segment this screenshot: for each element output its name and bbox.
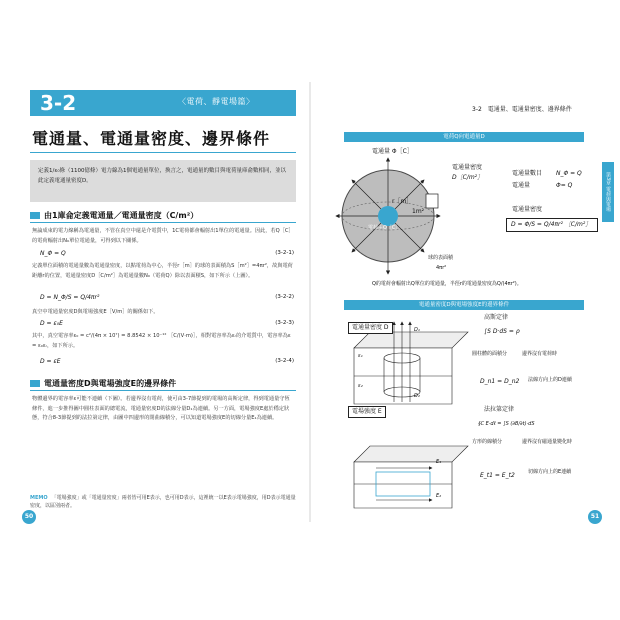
d1-label: D₁ xyxy=(414,327,420,333)
sphere-area-label: 球的表面積 xyxy=(428,255,454,261)
memo xyxy=(30,494,296,510)
section1-paragraph-2: 定義單位面積的電通量數為電通量密度，以點電荷為中心，半徑r［m］的球的表面積為S［m²］=4πr²，故與電荷距離r的位置，電通量密度D［C/m²］為電通量數N₀（電荷Q）除以表面積S，如下所示（上圖）。 xyxy=(32,263,293,279)
density-head: 電通量密度 xyxy=(512,206,543,213)
section-bullet-icon xyxy=(30,380,40,387)
intro-box: 定義1/ε₀條（1100億條）電力線為1個電通量單位，換言之，電通量的數目與電荷量庫侖數相同，並以此定義電通量密度D。 xyxy=(30,160,296,202)
equation-3-2-3 xyxy=(40,320,294,327)
right-page xyxy=(312,82,612,522)
equation-3-2-4 xyxy=(40,358,294,365)
section1-heading xyxy=(30,210,198,221)
side-chapter-tab: 第3章 電荷與電場 xyxy=(602,162,614,222)
epsilon2-label: ε₂ xyxy=(358,383,363,389)
d-continuity-equation: D_n1 = D_n2 xyxy=(480,378,520,385)
e1-label: E₁ xyxy=(436,459,442,465)
d-continuity-note: 法線方向上的D連續 xyxy=(528,377,572,383)
page-number-left: 50 xyxy=(22,510,36,524)
equation-number: (3-2-3) xyxy=(275,320,294,326)
e-continuity-equation: E_t1 = E_t2 xyxy=(480,472,515,479)
equation-3-2-1 xyxy=(40,250,294,257)
page-number-right: 51 xyxy=(588,510,602,524)
equation-number: (3-2-4) xyxy=(275,358,294,364)
flux-label-2: 電通量 xyxy=(512,182,531,189)
e2-label: E₂ xyxy=(436,493,442,499)
unit-area-patch xyxy=(426,194,438,208)
diagram1-title-bar: 電荷Q向電通量D xyxy=(344,132,584,142)
density-label: 電通量密度 xyxy=(452,164,483,171)
equation-text: D = εE xyxy=(40,358,61,365)
flux-label: 電通量 Φ［C］ xyxy=(372,148,413,155)
count-label: 電通量數目 xyxy=(512,170,543,177)
radius-label: r［m］ xyxy=(392,198,413,205)
cylinder-note: 圓柱體的面積分 xyxy=(472,351,508,357)
d-box-label: 電通量密度 D xyxy=(348,322,393,334)
section2-heading xyxy=(30,378,176,389)
memo-text: 「電場強度」或「電通量密度」兩者皆可用E表示，也可用D表示，這裡統一以E表示電場強度，用D表示電通量密度，以區別兩者。 xyxy=(30,495,296,509)
section1-rule xyxy=(30,222,296,223)
e-continuity-note: 切線方向上的E連續 xyxy=(528,469,572,475)
section1-paragraph-1: 無論成束的電力線稱為電通量，不管在真空中還是介電質中，1C電荷都會輻射出1單位的電通量。因此，若Q［C］的電荷輻射出N₀單位電通量，可得到以下關係。 xyxy=(32,228,294,244)
gauss-title: 高斯定律 xyxy=(484,314,509,321)
unit-area-label: 1m² xyxy=(412,208,425,215)
section1-paragraph-4: 其中，真空電容率ε₀ = c²/(4π × 10⁷) = 8.8542 × 10⁻¹² ［C/(V·m)］，相對電容率為εᵣ的介電質中，電容率為ε = ε₀εᵣ，如下所示。 xyxy=(32,333,291,349)
equation-number: (3-2-1) xyxy=(275,250,294,256)
diagram1-caption: Q的電荷會輻射出Q單位的電通量，半徑r的電通量密度為Q/(4πr²)。 xyxy=(372,281,522,287)
diagram2-title-bar: 電通量密度D與電場強度E的邊界條件 xyxy=(344,300,584,310)
book-spine xyxy=(309,82,311,522)
density-equation-box: D = Φ/S = Q/4πr² ［C/m²］ xyxy=(506,218,598,232)
section2-heading-text: 電通量密度D與電場強度E的邊界條件 xyxy=(44,379,177,388)
section2-rule xyxy=(30,390,296,391)
chapter-subtitle: 〈電荷、靜電場篇〉 xyxy=(178,97,255,106)
chapter-number: 3-2 xyxy=(40,91,77,115)
no-change-note: 邊界沒有磁通量變化時 xyxy=(522,439,573,445)
charge-symbol xyxy=(378,206,398,226)
d2-label: D₂ xyxy=(414,393,420,399)
epsilon1-label: ε₁ xyxy=(358,353,363,359)
boundary-plane-top xyxy=(354,332,468,348)
equation-3-2-2 xyxy=(40,294,294,301)
charge-label: 電荷＋Q［C］ xyxy=(368,225,401,231)
density-unit: D［C/m²］ xyxy=(452,174,484,181)
no-charge-note: 邊界沒有電荷時 xyxy=(522,351,558,357)
memo-tag: MEMO xyxy=(30,495,48,501)
section1-heading-text: 由1庫侖定義電通量／電通量密度（C/m²） xyxy=(44,211,199,220)
chapter-title: 電通量、電通量密度、邊界條件 xyxy=(32,129,271,148)
sphere-area-formula: 4πr² xyxy=(436,265,447,271)
equation-text: D = ε₀E xyxy=(40,320,63,327)
count-equation: N_Φ = Q xyxy=(556,170,582,177)
boundary-block-2 xyxy=(354,462,452,508)
running-head: 3-2 電通量、電通量密度、邊界條件 xyxy=(472,106,572,113)
section1-paragraph-3: 真空中電通量密度D與電場強度E［V/m］的關係如下。 xyxy=(32,309,159,315)
title-rule xyxy=(30,152,296,153)
section-bullet-icon xyxy=(30,212,40,219)
equation-text: D = N_Φ/S = Q/4πr² xyxy=(40,294,100,301)
section2-paragraph: 物體邊界的電容率ε可能不連續（下圖）。若邊界沒有電荷，使可由3-7節提到的電場的高斯定律，得到電通量守恆條件，進一步推得圖中圓柱表面的總電流，電通量密度D的法線分量D₁為連續。另一方面，電場強度E處於穩定狀態，符合8-3節提到的法拉第定律，由圖中四邊形的閉曲線積分，可以知道電場強度E的切線分量E₁為連續。 xyxy=(32,396,290,421)
equation-number: (3-2-2) xyxy=(275,294,294,300)
flux-equation: Φ= Q xyxy=(556,182,573,189)
left-page xyxy=(8,82,308,522)
faraday-equation: ∮C E·dℓ = ∫S (∂B/∂t)·dS xyxy=(478,421,535,427)
gauss-equation: ∫S D·dS = ρ xyxy=(484,328,520,335)
boundary-plane-top xyxy=(354,446,468,462)
equation-text: N_Φ = Q xyxy=(40,250,66,257)
faraday-title: 法拉第定律 xyxy=(484,406,515,413)
loop-note: 方形的線積分 xyxy=(472,439,503,445)
e-box-label: 電場強度 E xyxy=(348,406,386,418)
